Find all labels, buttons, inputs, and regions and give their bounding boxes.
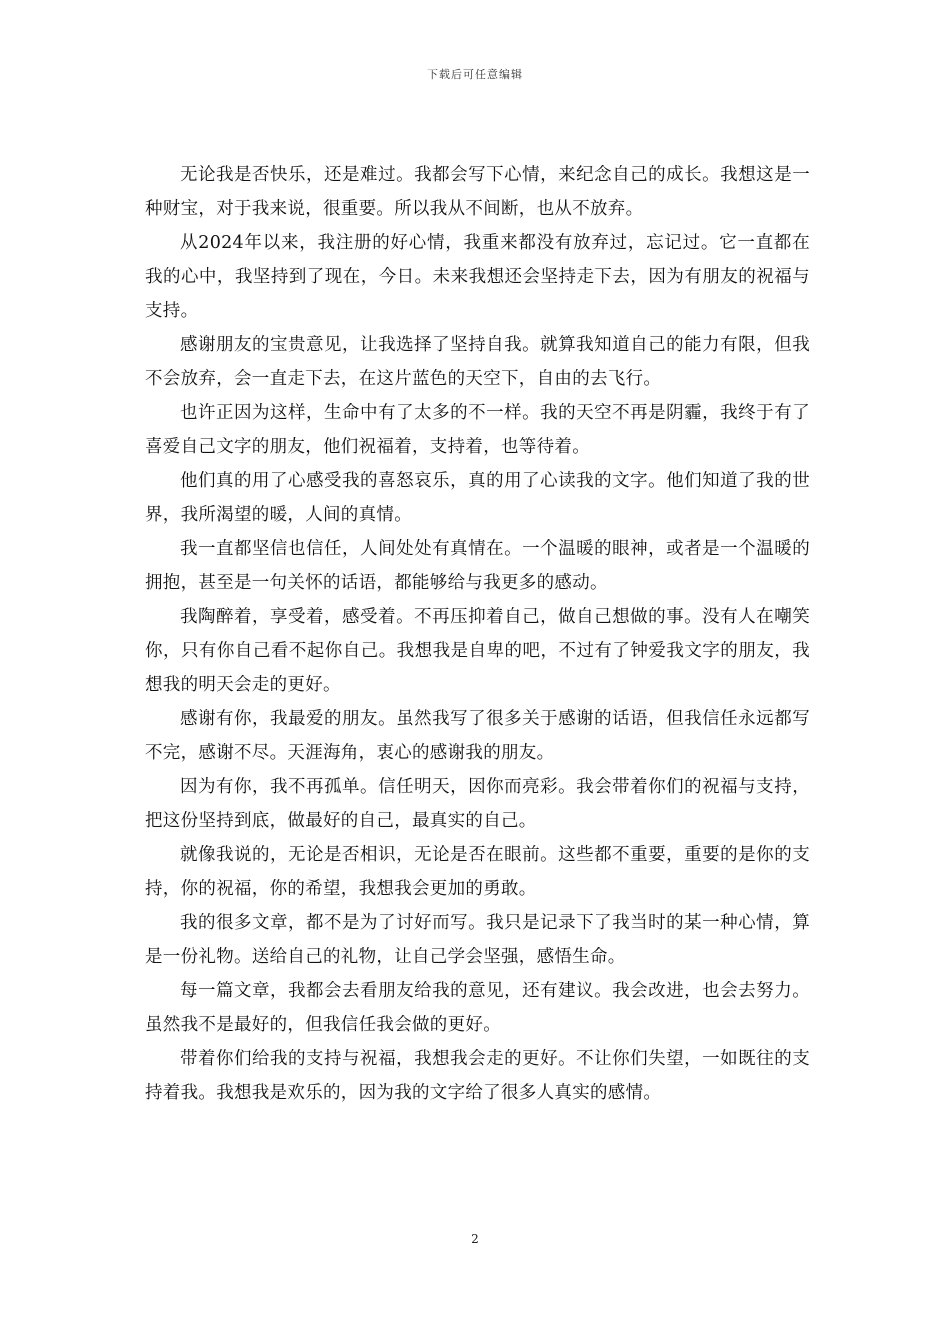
paragraph-5: 他们真的用了心感受我的喜怒哀乐，真的用了心读我的文字。他们知道了我的世界，我所渴望的暖，人间的真情。 (145, 471, 810, 525)
paragraph-1: 无论我是否快乐，还是难过。我都会写下心情，来纪念自己的成长。我想这是一种财宝，对于我来说，很重要。所以我从不间断，也从不放弃。 (145, 165, 810, 219)
paragraph-2: 从2024年以来，我注册的好心情，我重来都没有放弃过，忘记过。它一直都在我的心中，我坚持到了现在，今日。未来我想还会坚持走下去，因为有朋友的祝福与支持。 (145, 233, 810, 321)
document-body (145, 158, 810, 1110)
paragraph-11: 我的很多文章，都不是为了讨好而写。我只是记录下了我当时的某一种心情，算是一份礼物。送给自己的礼物，让自己学会坚强，感悟生命。 (145, 913, 810, 967)
page-number: 2 (471, 1232, 479, 1246)
paragraph-7: 我陶醉着，享受着，感受着。不再压抑着自己，做自己想做的事。没有人在嘲笑你，只有你自己看不起你自己。我想我是自卑的吧，不过有了钟爱我文字的朋友，我想我的明天会走的更好。 (145, 607, 810, 695)
paragraph-13: 带着你们给我的支持与祝福，我想我会走的更好。不让你们失望，一如既往的支持着我。我想我是欢乐的，因为我的文字给了很多人真实的感情。 (145, 1049, 810, 1103)
paragraph-12: 每一篇文章，我都会去看朋友给我的意见，还有建议。我会改进，也会去努力。虽然我不是最好的，但我信任我会做的更好。 (145, 981, 810, 1035)
paragraph-10: 就像我说的，无论是否相识，无论是否在眼前。这些都不重要，重要的是你的支持，你的祝福，你的希望，我想我会更加的勇敢。 (145, 845, 810, 899)
paragraph-6: 我一直都坚信也信任，人间处处有真情在。一个温暖的眼神，或者是一个温暖的拥抱，甚至是一句关怀的话语，都能够给与我更多的感动。 (145, 539, 810, 593)
paragraph-3: 感谢朋友的宝贵意见，让我选择了坚持自我。就算我知道自己的能力有限，但我不会放弃，会一直走下去，在这片蓝色的天空下，自由的去飞行。 (145, 335, 810, 389)
paragraph-4: 也许正因为这样，生命中有了太多的不一样。我的天空不再是阴霾，我终于有了喜爱自己文字的朋友，他们祝福着，支持着，也等待着。 (145, 403, 810, 457)
page-header: 下载后可任意编辑 (427, 68, 523, 81)
paragraph-9: 因为有你，我不再孤单。信任明天，因你而亮彩。我会带着你们的祝福与支持，把这份坚持到底，做最好的自己，最真实的自己。 (145, 777, 810, 831)
paragraph-8: 感谢有你，我最爱的朋友。虽然我写了很多关于感谢的话语，但我信任永远都写不完，感谢不尽。天涯海角，衷心的感谢我的朋友。 (145, 709, 810, 763)
